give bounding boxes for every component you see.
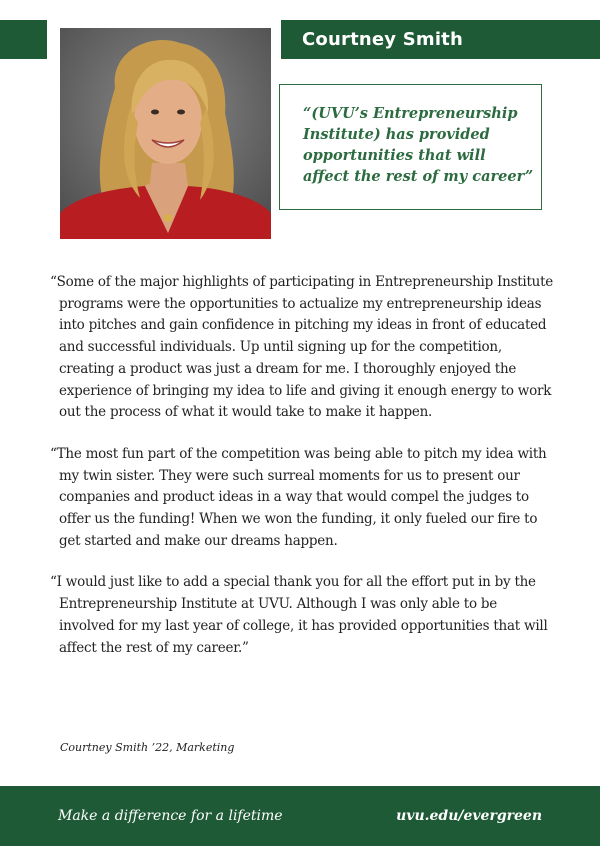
testimonial-paragraph: “I would just like to add a special thank you for all the effort put in by the Entrepreneurship Institute at UVU. Although I was only able to be involved for my last year of college, it has provided opportunities that will affect the rest of my career.” (50, 574, 548, 656)
footer-url-link[interactable]: uvu.edu/evergreen (396, 808, 542, 824)
pull-quote: “(UVU’s Entrepreneurship Institute) has provided opportunities that will affect the rest of my career” (303, 105, 534, 185)
page-title: Courtney Smith (302, 29, 464, 50)
attribution: Courtney Smith ’22, Marketing (60, 741, 235, 754)
pull-quote-box (279, 84, 542, 210)
footer-band (0, 786, 600, 846)
portrait-image (60, 28, 271, 239)
portrait-photo (60, 28, 271, 239)
testimonial-paragraph: “The most fun part of the competition was being able to pitch my idea with my twin sister. They were such surreal moments for us to present our companies and product ideas in a way that would compel the judges to offer us the funding! When we won the funding, it only fueled our fire to get started and make our dreams happen. (50, 445, 547, 549)
footer-tagline: Make a difference for a lifetime (58, 808, 283, 824)
testimonial-paragraph: “Some of the major highlights of participating in Entrepreneurship Institute programs were the opportunities to actualize my entrepreneurship ideas into pitches and gain confidence in pitching my ideas in front of educated and successful individuals. Up until signing up for the competition, creating a product was just a dream for me. I thoroughly enjoyed the experience of bringing my idea to life and giving it enough energy to work out the process of what it would take to make it happen. (50, 274, 554, 421)
testimonial-body (50, 272, 555, 679)
